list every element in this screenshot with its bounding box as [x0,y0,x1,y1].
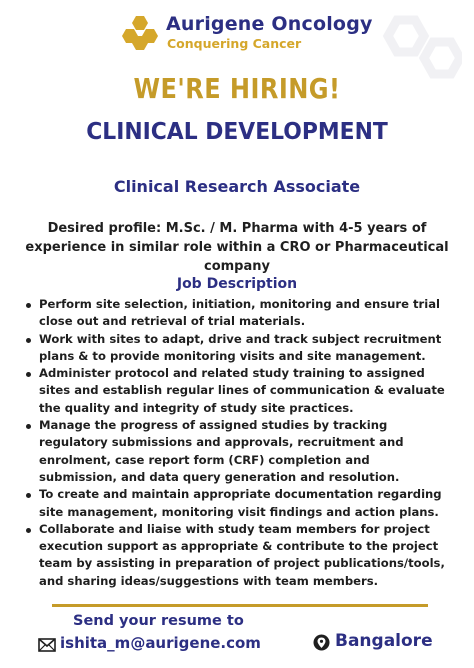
list-item: Administer protocol and related study training to assigned sites and establish regular lines of communication & evaluate the quality and integrity of study site practices. [22,365,450,417]
location-city: Bangalore [335,631,433,651]
list-item: Manage the progress of assigned studies by tracking regulatory submissions and approvals, recruitment and enrolment, case report form (CRF) completion and submission, and data query generation and resolution. [22,417,450,486]
list-item: Work with sites to adapt, drive and track subject recruitment plans & to provide monitoring visits and site management. [22,331,450,366]
brand-logo [122,13,373,53]
job-description-heading: Job Description [176,276,298,292]
list-item: Collaborate and liaise with study team members for project execution support as appropriate & contribute to the project team by assisting in preparation of project publications/tools, and sharing ideas/suggestions with team members. [22,521,450,590]
brand-tagline: Conquering Cancer [167,36,302,51]
department-title: CLINICAL DEVELOPMENT [86,117,388,145]
hexagon-cluster-icon [122,15,160,51]
hiring-headline: WE'RE HIRING! [133,72,341,105]
list-item: Perform site selection, initiation, monitoring and ensure trial close out and retrieval of trial materials. [22,296,450,331]
role-title: Clinical Research Associate [113,177,361,196]
footer-divider [52,604,428,607]
brand-name: Aurigene Oncology [166,13,373,35]
job-description-list [22,296,450,590]
desired-profile: Desired profile: M.Sc. / M. Pharma with 4-5 years of experience in similar role within a CRO or Pharmaceutical company [25,221,449,274]
send-resume-label: Send your resume to [73,613,244,629]
envelope-icon [38,638,56,652]
map-pin-icon [313,634,330,653]
list-item: To create and maintain appropriate documentation regarding site management, monitoring visit findings and action plans. [22,486,450,521]
email-link[interactable]: ishita_m@aurigene.com [60,634,261,652]
